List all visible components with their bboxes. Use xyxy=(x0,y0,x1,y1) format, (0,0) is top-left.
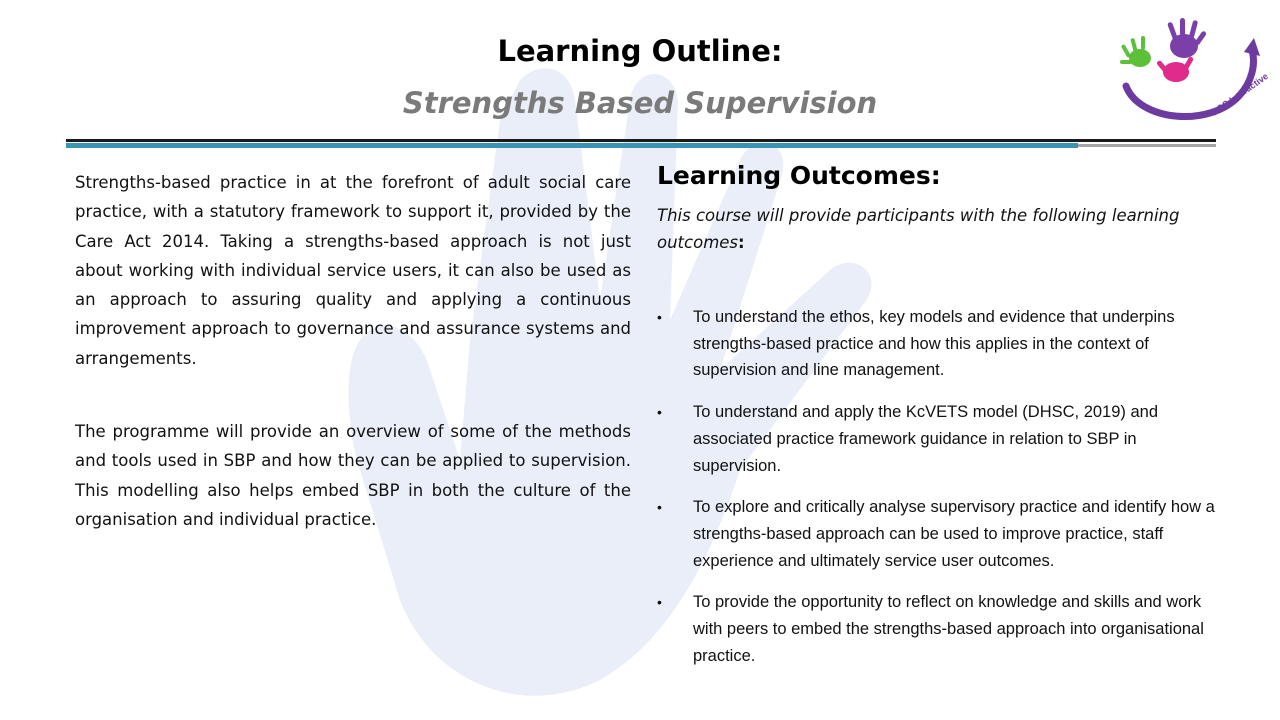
list-item xyxy=(657,304,1217,384)
outcomes-heading: Learning Outcomes: xyxy=(657,161,941,190)
header-rule-blue xyxy=(66,143,1078,148)
header-rule-dark xyxy=(66,139,1216,142)
outcome-text: To understand and apply the KcVETS model (DHSC, 2019) and associated practice framework guidance in relation to SBP in supervision. xyxy=(693,403,1159,475)
intro-section xyxy=(75,168,631,534)
outcomes-intro-colon: : xyxy=(738,233,745,252)
bullet-icon: • xyxy=(657,404,662,421)
outcomes-intro-text: This course will provide participants with the following learning outcomes xyxy=(657,206,1180,252)
outcomes-list xyxy=(657,304,1217,684)
intro-paragraph: The programme will provide an overview of some of the methods and tools used in SBP and how they can be applied to supervision. This modelling also helps embed SBP in both the culture of the organisation and individual practice. xyxy=(75,422,631,529)
learning-outcomes-section xyxy=(657,158,1217,665)
list-item xyxy=(657,399,1217,479)
outcomes-intro xyxy=(657,202,1217,256)
page-title: Learning Outline: xyxy=(497,34,783,68)
header-rule-grey xyxy=(1078,144,1216,147)
dcc-interactive-logo-icon xyxy=(1114,16,1271,126)
bullet-icon: • xyxy=(657,499,662,516)
outcome-text: To explore and critically analyse supervisory practice and identify how a strengths-based approach can be used to improve practice, staff experience and ultimately service user outcomes. xyxy=(693,498,1215,570)
bullet-icon: • xyxy=(657,309,662,325)
list-item xyxy=(657,589,1217,669)
intro-paragraph: Strengths-based practice in at the forefront of adult social care practice, with a statutory framework to support it, provided by the Care Act 2014. Taking a strengths-based approach is not just about working with individual service users, it can also be used as an approach to assuring quality and applying a continuous improvement approach to governance and assurance systems and arrangements. xyxy=(75,173,631,368)
page-subtitle: Strengths Based Supervision xyxy=(402,86,878,120)
list-item xyxy=(657,494,1217,574)
outcome-text: To understand the ethos, key models and evidence that underpins strengths-based practice and how this applies in the context of supervision and line management. xyxy=(693,308,1175,380)
logo-text: DCC Interactive xyxy=(1209,70,1271,118)
bullet-icon: • xyxy=(657,594,662,611)
outcome-text: To provide the opportunity to reflect on knowledge and skills and work with peers to embed the strengths-based approach into organisational practice. xyxy=(693,593,1204,665)
